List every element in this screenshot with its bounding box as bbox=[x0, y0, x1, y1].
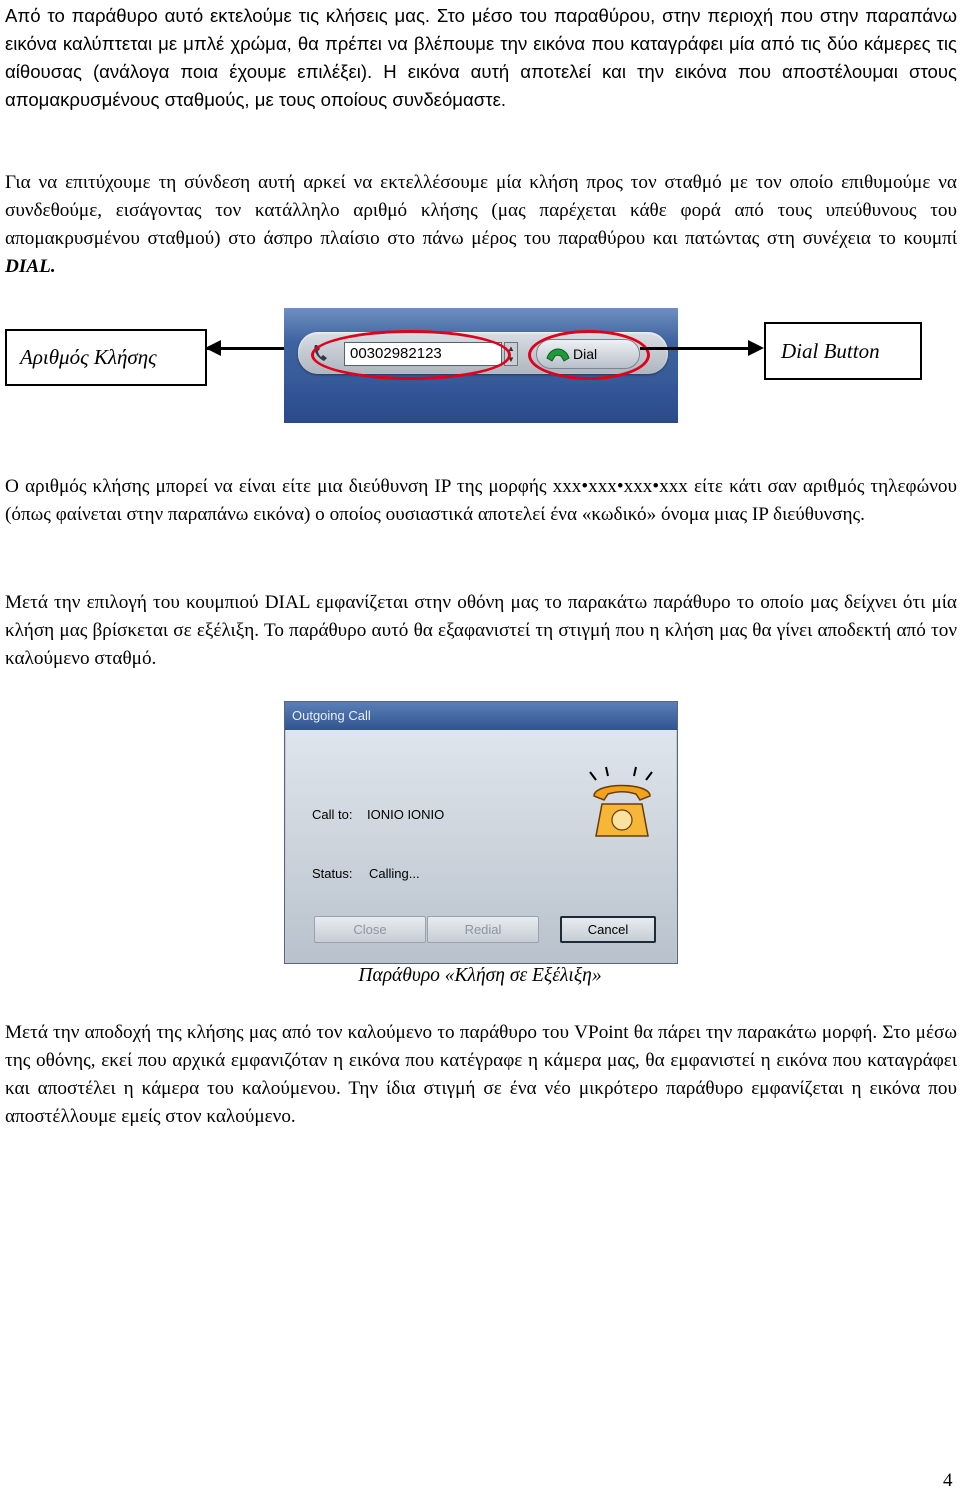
call-number-input[interactable]: 00302982123 bbox=[344, 342, 502, 366]
call-to-label: Call to: bbox=[312, 807, 353, 822]
figure-caption: Παράθυρο «Κλήση σε Εξέλιξη» bbox=[358, 965, 602, 986]
call-number-annotation-label: Αριθμός Κλήσης bbox=[20, 345, 157, 369]
dial-bar-lower bbox=[284, 384, 678, 423]
status-value: Calling... bbox=[369, 866, 420, 881]
left-arrow-head bbox=[205, 340, 221, 358]
call-number-annotation bbox=[5, 329, 207, 386]
right-arrow-line bbox=[640, 347, 748, 350]
right-arrow-head bbox=[748, 340, 764, 358]
spin-down-icon[interactable]: ▼ bbox=[507, 355, 515, 364]
dialog-title: Outgoing Call bbox=[285, 702, 677, 730]
call-accepted-paragraph: Μετά την αποδοχή της κλήσης μας από τον καλούμενο το παράθυρο του VPoint θα πάρει την παρακάτω μορφή. Στο μέσω της οθόνης, εκεί που αρχικά εμφανιζόταν η εικόνα που κατέγραφε η κάμερα μας, θα εμφανιστεί η εικόνα που καταγράφει και αποστέλει η κάμερα του καλούμενου. Την ίδια στιγμή σε ένα νέο μικρότερο παράθυρο εμφανίζεται η εικόνα που αποστέλλουμε εμείς στον καλούμενο. bbox=[5, 1022, 957, 1127]
cancel-button[interactable]: Cancel bbox=[560, 916, 656, 943]
dial-instructions-text: Για να επιτύχουμε τη σύνδεση αυτή αρκεί να εκτελλέσουμε μία κλήση προς τον σταθμό με τον οποίο επιθυμούμε να συνδεθούμε, εισάγοντας τον κατάλληλο αριθμό κλήσης (μας παρέχεται κάθε φορά από τους υπεύθυνους του απομακρυσμένου σταθμού) στο άσπρο πλαίσιο στο πάνω μέρος του παραθύρου και πατώντας στη συνέχεια το κουμπί bbox=[5, 172, 957, 249]
dial-result-paragraph: Μετά την επιλογή του κουμπιού DIAL εμφανίζεται στην οθόνη μας το παρακάτω παράθυρο το οποίο μας δείχνει ότι μία κλήση μας βρίσκεται σε εξέλιξη. Το παράθυρο αυτό θα εξαφανιστεί τη στιγμή που η κλήση μας θα γίνει αποδεκτή από τον καλούμενο σταθμό. bbox=[5, 592, 957, 669]
dial-button-annotation-label: Dial Button bbox=[781, 338, 880, 363]
ringing-phone-icon bbox=[586, 766, 658, 846]
dial-button-annotation bbox=[764, 322, 922, 380]
redial-button[interactable]: Redial bbox=[427, 916, 539, 943]
dial-keyword: DIAL. bbox=[5, 256, 56, 277]
page-number: 4 bbox=[943, 1470, 953, 1491]
call-number-explanation: Ο αριθμός κλήσης μπορεί να είναι είτε μια διεύθυνση IP της μορφής xxx•xxx•xxx•xxx είτε κάτι σαν αριθμός τηλεφώνου (όπως φαίνεται στην παραπάνω εικόνα) ο οποίος ουσιαστικά αποτελεί ένα «κωδικό» όνομα μιας IP διεύθυνσης. bbox=[5, 476, 957, 525]
outgoing-call-dialog bbox=[284, 701, 678, 964]
close-button[interactable]: Close bbox=[314, 916, 426, 943]
dial-bar-screenshot bbox=[284, 308, 678, 423]
dial-instructions-paragraph bbox=[5, 169, 957, 281]
dial-highlight-ring bbox=[528, 330, 650, 380]
intro-paragraph: Από το παράθυρο αυτό εκτελούμε τις κλήσεις μας. Στο μέσο του παραθύρου, στην περιοχή που στην παραπάνω εικόνα καλύπτεται με μπλέ χρώμα, θα πρέπει να βλέπουμε την εικόνα που καταγράφει μία από τις δύο κάμερες τις αίθουσας (ανάλογα ποια έχουμε επιλέξει). Η εικόνα αυτή αποτελεί και την εικόνα που αποστέλουμαι στους απομακρυσμένους σταθμούς, με τους οποίους συνδεόμαστε. bbox=[5, 5, 957, 110]
number-highlight-ring bbox=[311, 330, 511, 380]
dial-button-label: Dial bbox=[573, 346, 598, 362]
status-label: Status: bbox=[312, 866, 353, 881]
spin-up-icon[interactable]: ▲ bbox=[507, 344, 515, 353]
call-to-value: IONIO IONIO bbox=[367, 807, 445, 822]
